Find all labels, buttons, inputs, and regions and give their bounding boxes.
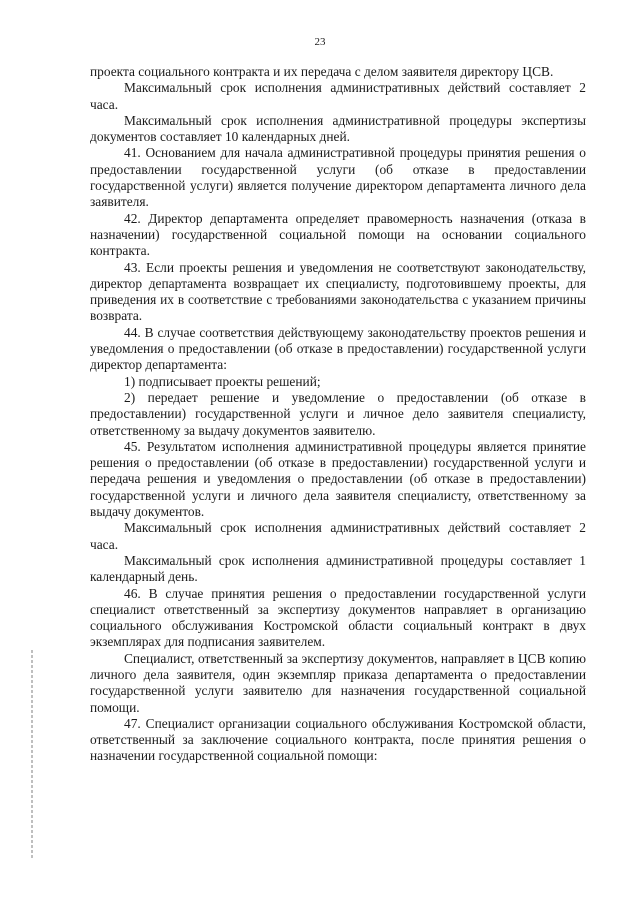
paragraph-47: 47. Специалист организации социального обслуживания Костромской области, ответственный за заключение социального контракта, после принятия решения о назначении государственной социальной помощи: — [90, 715, 586, 764]
list-item-2: 2) передает решение и уведомление о предоставлении (об отказе в предоставлении) государственной услуги и личное дело заявителя специалисту, ответственному за выдачу документов заявителю. — [90, 389, 586, 438]
document-body — [90, 64, 586, 765]
paragraph: Максимальный срок исполнения административной процедуры составляет 1 календарный день. — [90, 552, 586, 585]
paragraph: Максимальный срок исполнения административной процедуры экспертизы документов составляет 10 календарных дней. — [90, 112, 586, 145]
paragraph-45: 45. Результатом исполнения административной процедуры является принятие решения о предоставлении (об отказе в предоставлении) государственной услуги и передача решения и уведомления о предоставлении (об отказе в предоставлении) государственной услуги и личного дела заявителя специалисту, ответственному за выдачу документов. — [90, 438, 586, 520]
paragraph-46: 46. В случае принятия решения о предоставлении государственной услуги специалист ответственный за экспертизу документов направляет в организацию социального обслуживания Костромской области социальный контракт в двух экземплярах для подписания заявителем. — [90, 585, 586, 650]
scan-edge-mark — [31, 650, 33, 860]
paragraph-41: 41. Основанием для начала административной процедуры принятия решения о предоставлении государственной услуги (об отказе в предоставлении государственной услуги) является получение директором департамента личного дела заявителя. — [90, 145, 586, 210]
list-item-1: 1) подписывает проекты решений; — [124, 373, 321, 389]
paragraph: Специалист, ответственный за экспертизу документов, направляет в ЦСВ копию личного дела заявителя, один экземпляр приказа департамента о предоставлении государственной услуги заявителю для назначения государственной социальной помощи. — [90, 650, 586, 715]
paragraph-44: 44. В случае соответствия действующему законодательству проектов решения и уведомления о предоставлении (об отказе в предоставлении) государственной услуги директор департамента: — [90, 324, 586, 373]
paragraph: Максимальный срок исполнения административных действий составляет 2 часа. — [90, 80, 586, 112]
paragraph-43: 43. Если проекты решения и уведомления не соответствуют законодательству, директор департамента возвращает их специалисту, подготовившему проекты, для приведения их в соответствие с требованиями законодательства с указанием причины возврата. — [90, 259, 586, 324]
paragraph-continuation: проекта социального контракта и их передача с делом заявителя директору ЦСВ. — [90, 64, 554, 79]
paragraph: Максимальный срок исполнения административных действий составляет 2 часа. — [90, 520, 586, 552]
page-number: 23 — [314, 36, 326, 48]
paragraph-42: 42. Директор департамента определяет правомерность назначения (отказа в назначении) государственной социальной помощи на основании социального контракта. — [90, 210, 586, 259]
